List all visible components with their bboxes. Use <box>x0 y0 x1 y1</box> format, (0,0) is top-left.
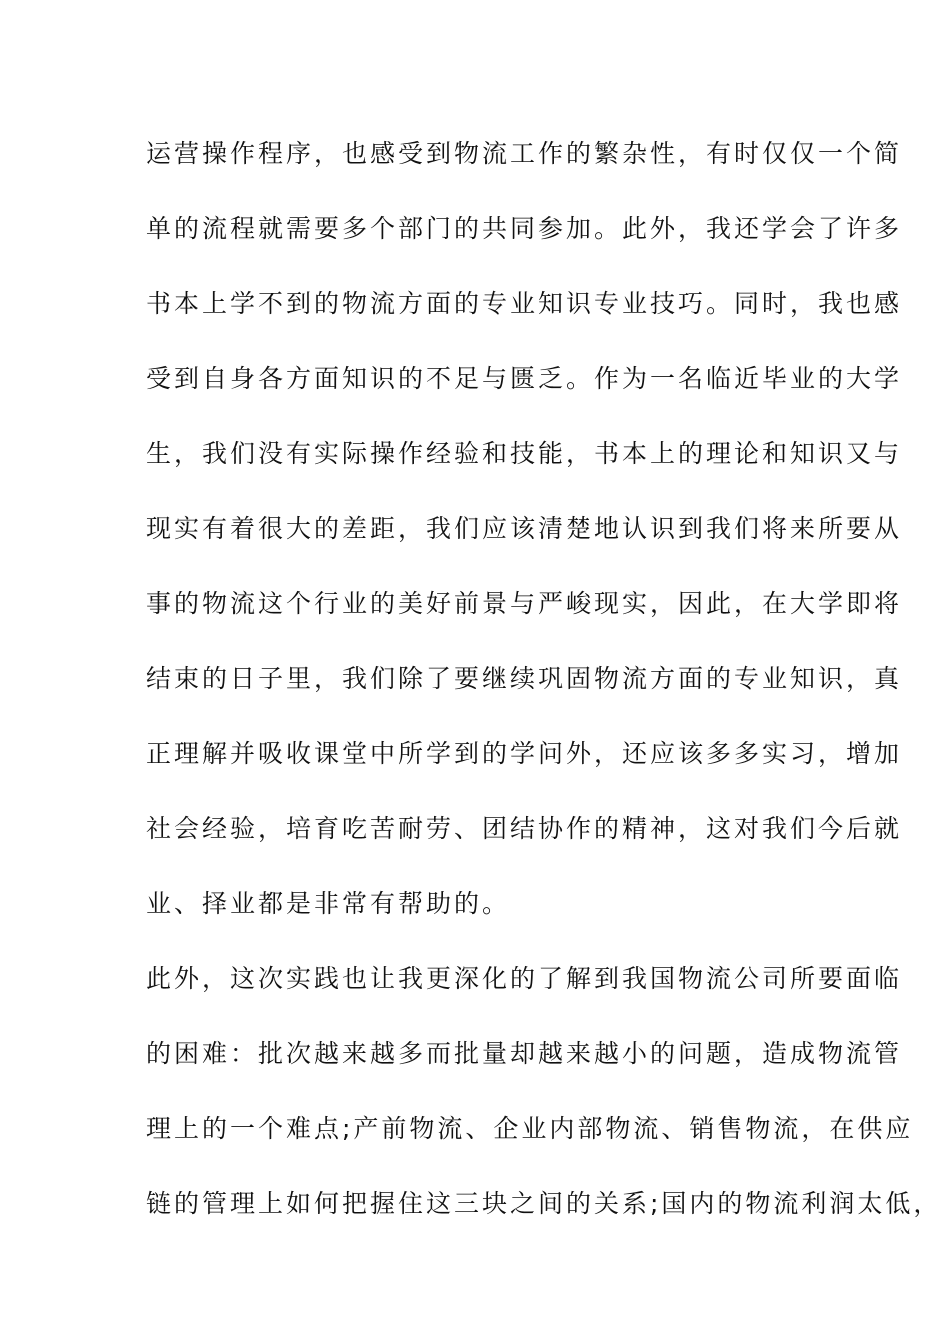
text-line: 社会经验，培育吃苦耐劳、团结协作的精神，这对我们今后就 <box>146 814 903 843</box>
text-line: 结束的日子里，我们除了要继续巩固物流方面的专业知识，真 <box>146 664 903 693</box>
text-line: 正理解并吸收课堂中所学到的学问外，还应该多多实习，增加 <box>146 739 903 768</box>
text-line: 书本上学不到的物流方面的专业知识专业技巧。同时，我也感 <box>146 289 903 318</box>
text-line: 链的管理上如何把握住这三块之间的关系;国内的物流利润太低， <box>146 1189 942 1218</box>
text-line: 理上的一个难点;产前物流、企业内部物流、销售物流，在供应 <box>146 1114 914 1143</box>
text-line: 此外，这次实践也让我更深化的了解到我国物流公司所要面临 <box>146 964 903 993</box>
text-line: 运营操作程序，也感受到物流工作的繁杂性，有时仅仅一个简 <box>146 139 903 168</box>
text-line: 的困难：批次越来越多而批量却越来越小的问题，造成物流管 <box>146 1039 903 1068</box>
text-line: 生，我们没有实际操作经验和技能，书本上的理论和知识又与 <box>146 439 903 468</box>
text-line: 事的物流这个行业的美好前景与严峻现实，因此，在大学即将 <box>146 589 903 618</box>
text-line: 现实有着很大的差距，我们应该清楚地认识到我们将来所要从 <box>146 514 903 543</box>
text-line: 单的流程就需要多个部门的共同参加。此外，我还学会了许多 <box>146 214 903 243</box>
body-text <box>146 134 942 1259</box>
text-line: 受到自身各方面知识的不足与匮乏。作为一名临近毕业的大学 <box>146 364 903 393</box>
text-line: 业、择业都是非常有帮助的。 <box>146 889 511 918</box>
